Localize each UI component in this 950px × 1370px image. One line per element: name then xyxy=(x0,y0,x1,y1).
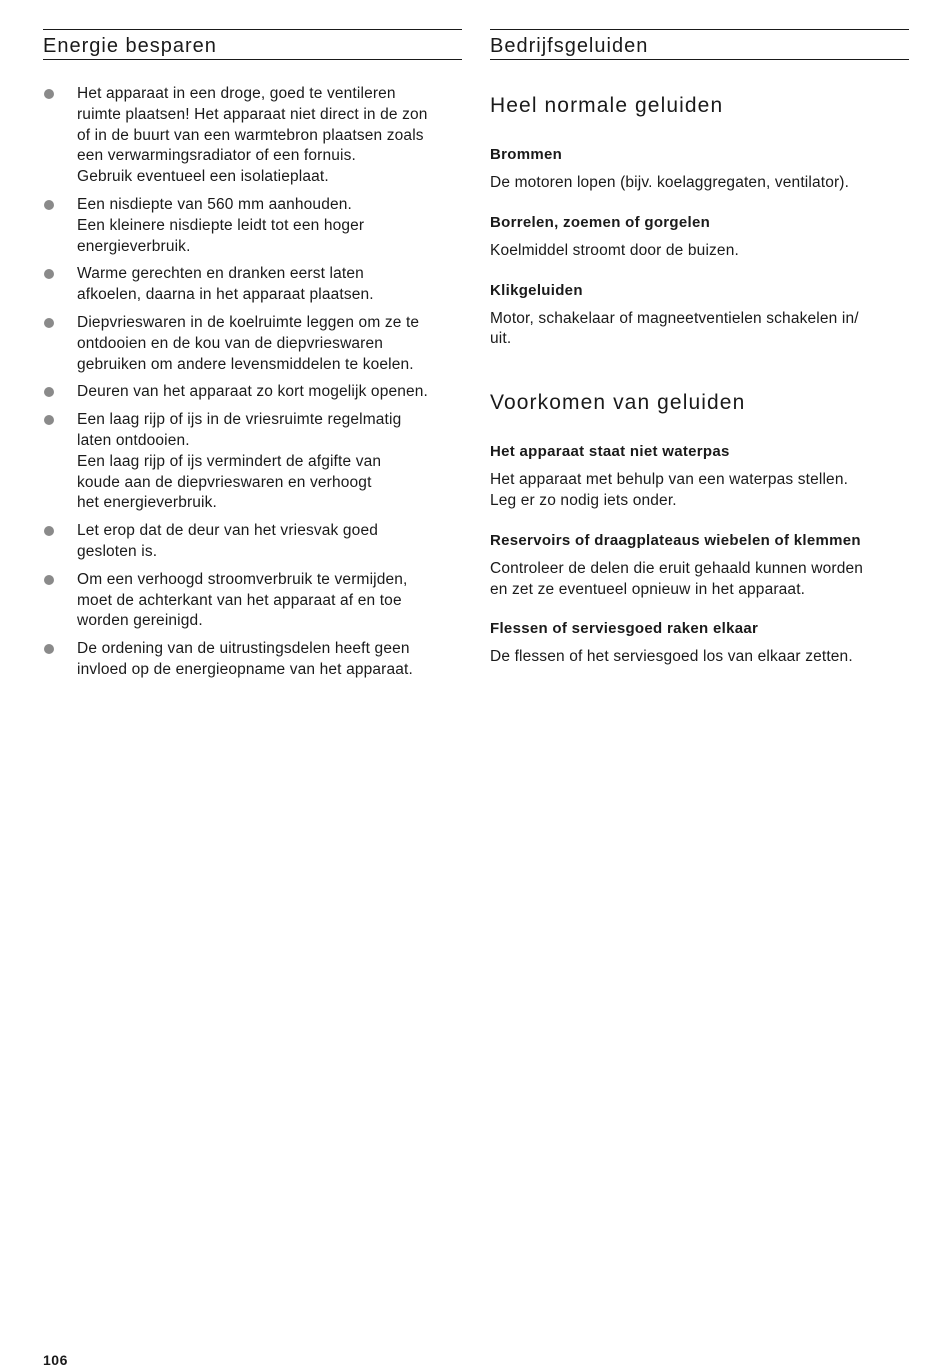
noise-item-description-line: Koelmiddel stroomt door de buizen. xyxy=(490,241,739,259)
energy-tip-item xyxy=(43,382,462,403)
energy-tip-item xyxy=(43,313,462,375)
avoiding-noises-list xyxy=(490,442,909,668)
energy-tip-text-line: Diepvrieswaren in de koelruimte leggen om ze te xyxy=(77,313,420,331)
bullet-dot-icon xyxy=(44,269,54,279)
energy-tip-text-line: gesloten is. xyxy=(77,542,158,560)
energy-tip-text-line: het energieverbruik. xyxy=(77,494,217,512)
energy-saving-heading: Energie besparen xyxy=(43,29,462,60)
energy-tip-text-line: koude aan de diepvrieswaren en verhoogt xyxy=(77,473,372,491)
bullet-dot-icon xyxy=(44,200,54,210)
bullet-dot-icon xyxy=(44,526,54,536)
operating-noises-heading: Bedrijfsgeluiden xyxy=(490,29,909,60)
energy-tip-text-line: Een kleinere nisdiepte leidt tot een hoger xyxy=(77,216,365,234)
bullet-dot-icon xyxy=(44,644,54,654)
noise-item-title: Borrelen, zoemen of gorgelen xyxy=(490,213,711,231)
noise-item-description xyxy=(490,470,909,512)
energy-tip-text-line: Het apparaat in een droge, goed te ventileren xyxy=(77,85,396,102)
energy-saving-column xyxy=(43,29,462,688)
noise-item-title: Klikgeluiden xyxy=(490,281,583,299)
noise-item-description xyxy=(490,647,909,668)
energy-tip-text-line: ruimte plaatsen! Het apparaat niet direct in de zon xyxy=(77,105,428,123)
energy-tip-item xyxy=(43,639,462,681)
noise-item-description-line: Controleer de delen die eruit gehaald kunnen worden xyxy=(490,559,864,577)
page-number: 106 xyxy=(43,1352,68,1368)
energy-tip-text-line: gebruiken om andere levensmiddelen te koelen. xyxy=(77,355,414,373)
noise-item-description-line: Motor, schakelaar of magneetventielen schakelen in/ xyxy=(490,309,859,327)
bullet-dot-icon xyxy=(44,387,54,397)
noise-item-description-line: Leg er zo nodig iets onder. xyxy=(490,491,677,509)
noise-item-description-line: De motoren lopen (bijv. koelaggregaten, ventilator). xyxy=(490,174,850,191)
energy-tip-text-line: Een laag rijp of ijs vermindert de afgifte van xyxy=(77,452,382,470)
bullet-dot-icon xyxy=(44,575,54,585)
energy-tip-text-line: of in de buurt van een warmtebron plaatsen zoals xyxy=(77,126,424,144)
energy-tip-text-line: Let erop dat de deur van het vriesvak goed xyxy=(77,522,378,540)
bullet-dot-icon xyxy=(44,89,54,99)
noise-item-description xyxy=(490,559,909,601)
noise-item-description xyxy=(490,309,909,351)
energy-tip-text-line: Deuren van het apparaat zo kort mogelijk openen. xyxy=(77,383,428,401)
energy-tip-item xyxy=(43,570,462,632)
energy-tip-text-line: invloed op de energieopname van het apparaat. xyxy=(77,660,413,678)
energy-tip-text-line: energieverbruik. xyxy=(77,237,191,255)
noise-item-description xyxy=(490,173,909,194)
bullet-dot-icon xyxy=(44,318,54,328)
operating-noises-column xyxy=(490,29,909,668)
noise-item-title: Reservoirs of draagplateaus wiebelen of klemmen xyxy=(490,531,861,549)
energy-tip-text-line: ontdooien en de kou van de diepvrieswaren xyxy=(77,334,384,352)
avoiding-noises-heading: Voorkomen van geluiden xyxy=(490,391,746,415)
noise-item-description xyxy=(490,241,909,262)
energy-tip-text-line: Een nisdiepte van 560 mm aanhouden. xyxy=(77,195,352,213)
energy-tip-text-line: laten ontdooien. xyxy=(77,431,190,449)
energy-tip-text-line: een verwarmingsradiator of een fornuis. xyxy=(77,147,356,165)
energy-tip-text-line: Een laag rijp of ijs in de vriesruimte regelmatig xyxy=(77,411,402,429)
energy-tip-text-line: moet de achterkant van het apparaat af en toe xyxy=(77,591,402,609)
normal-noises-heading: Heel normale geluiden xyxy=(490,94,724,117)
noise-item-title: Het apparaat staat niet waterpas xyxy=(490,443,730,461)
energy-tip-text-line: Warme gerechten en dranken eerst laten xyxy=(77,265,364,283)
noise-item-title: Flessen of serviesgoed raken elkaar xyxy=(490,620,759,638)
energy-tip-text-line: Gebruik eventueel een isolatieplaat. xyxy=(77,168,329,186)
energy-tip-item xyxy=(43,410,462,514)
noise-item-description-line: Het apparaat met behulp van een waterpas stellen. xyxy=(490,471,849,489)
energy-tip-item xyxy=(43,521,462,563)
normal-noises-list xyxy=(490,145,909,350)
noise-item-description-line: en zet ze eventueel opnieuw in het apparaat. xyxy=(490,580,806,598)
energy-tip-text-line: De ordening van de uitrustingsdelen heeft geen xyxy=(77,640,410,658)
energy-tips-list xyxy=(43,84,462,681)
energy-tip-text-line: Om een verhoogd stroomverbruik te vermijden, xyxy=(77,570,408,588)
energy-tip-text-line: worden gereinigd. xyxy=(77,612,203,630)
energy-tip-item xyxy=(43,195,462,257)
energy-tip-item xyxy=(43,84,462,188)
noise-item-description-line: De flessen of het serviesgoed los van elkaar zetten. xyxy=(490,648,853,666)
noise-item-title: Brommen xyxy=(490,146,563,163)
energy-tip-item xyxy=(43,264,462,306)
noise-item-description-line: uit. xyxy=(490,330,512,348)
energy-tip-text-line: afkoelen, daarna in het apparaat plaatsen. xyxy=(77,286,374,304)
bullet-dot-icon xyxy=(44,415,54,425)
